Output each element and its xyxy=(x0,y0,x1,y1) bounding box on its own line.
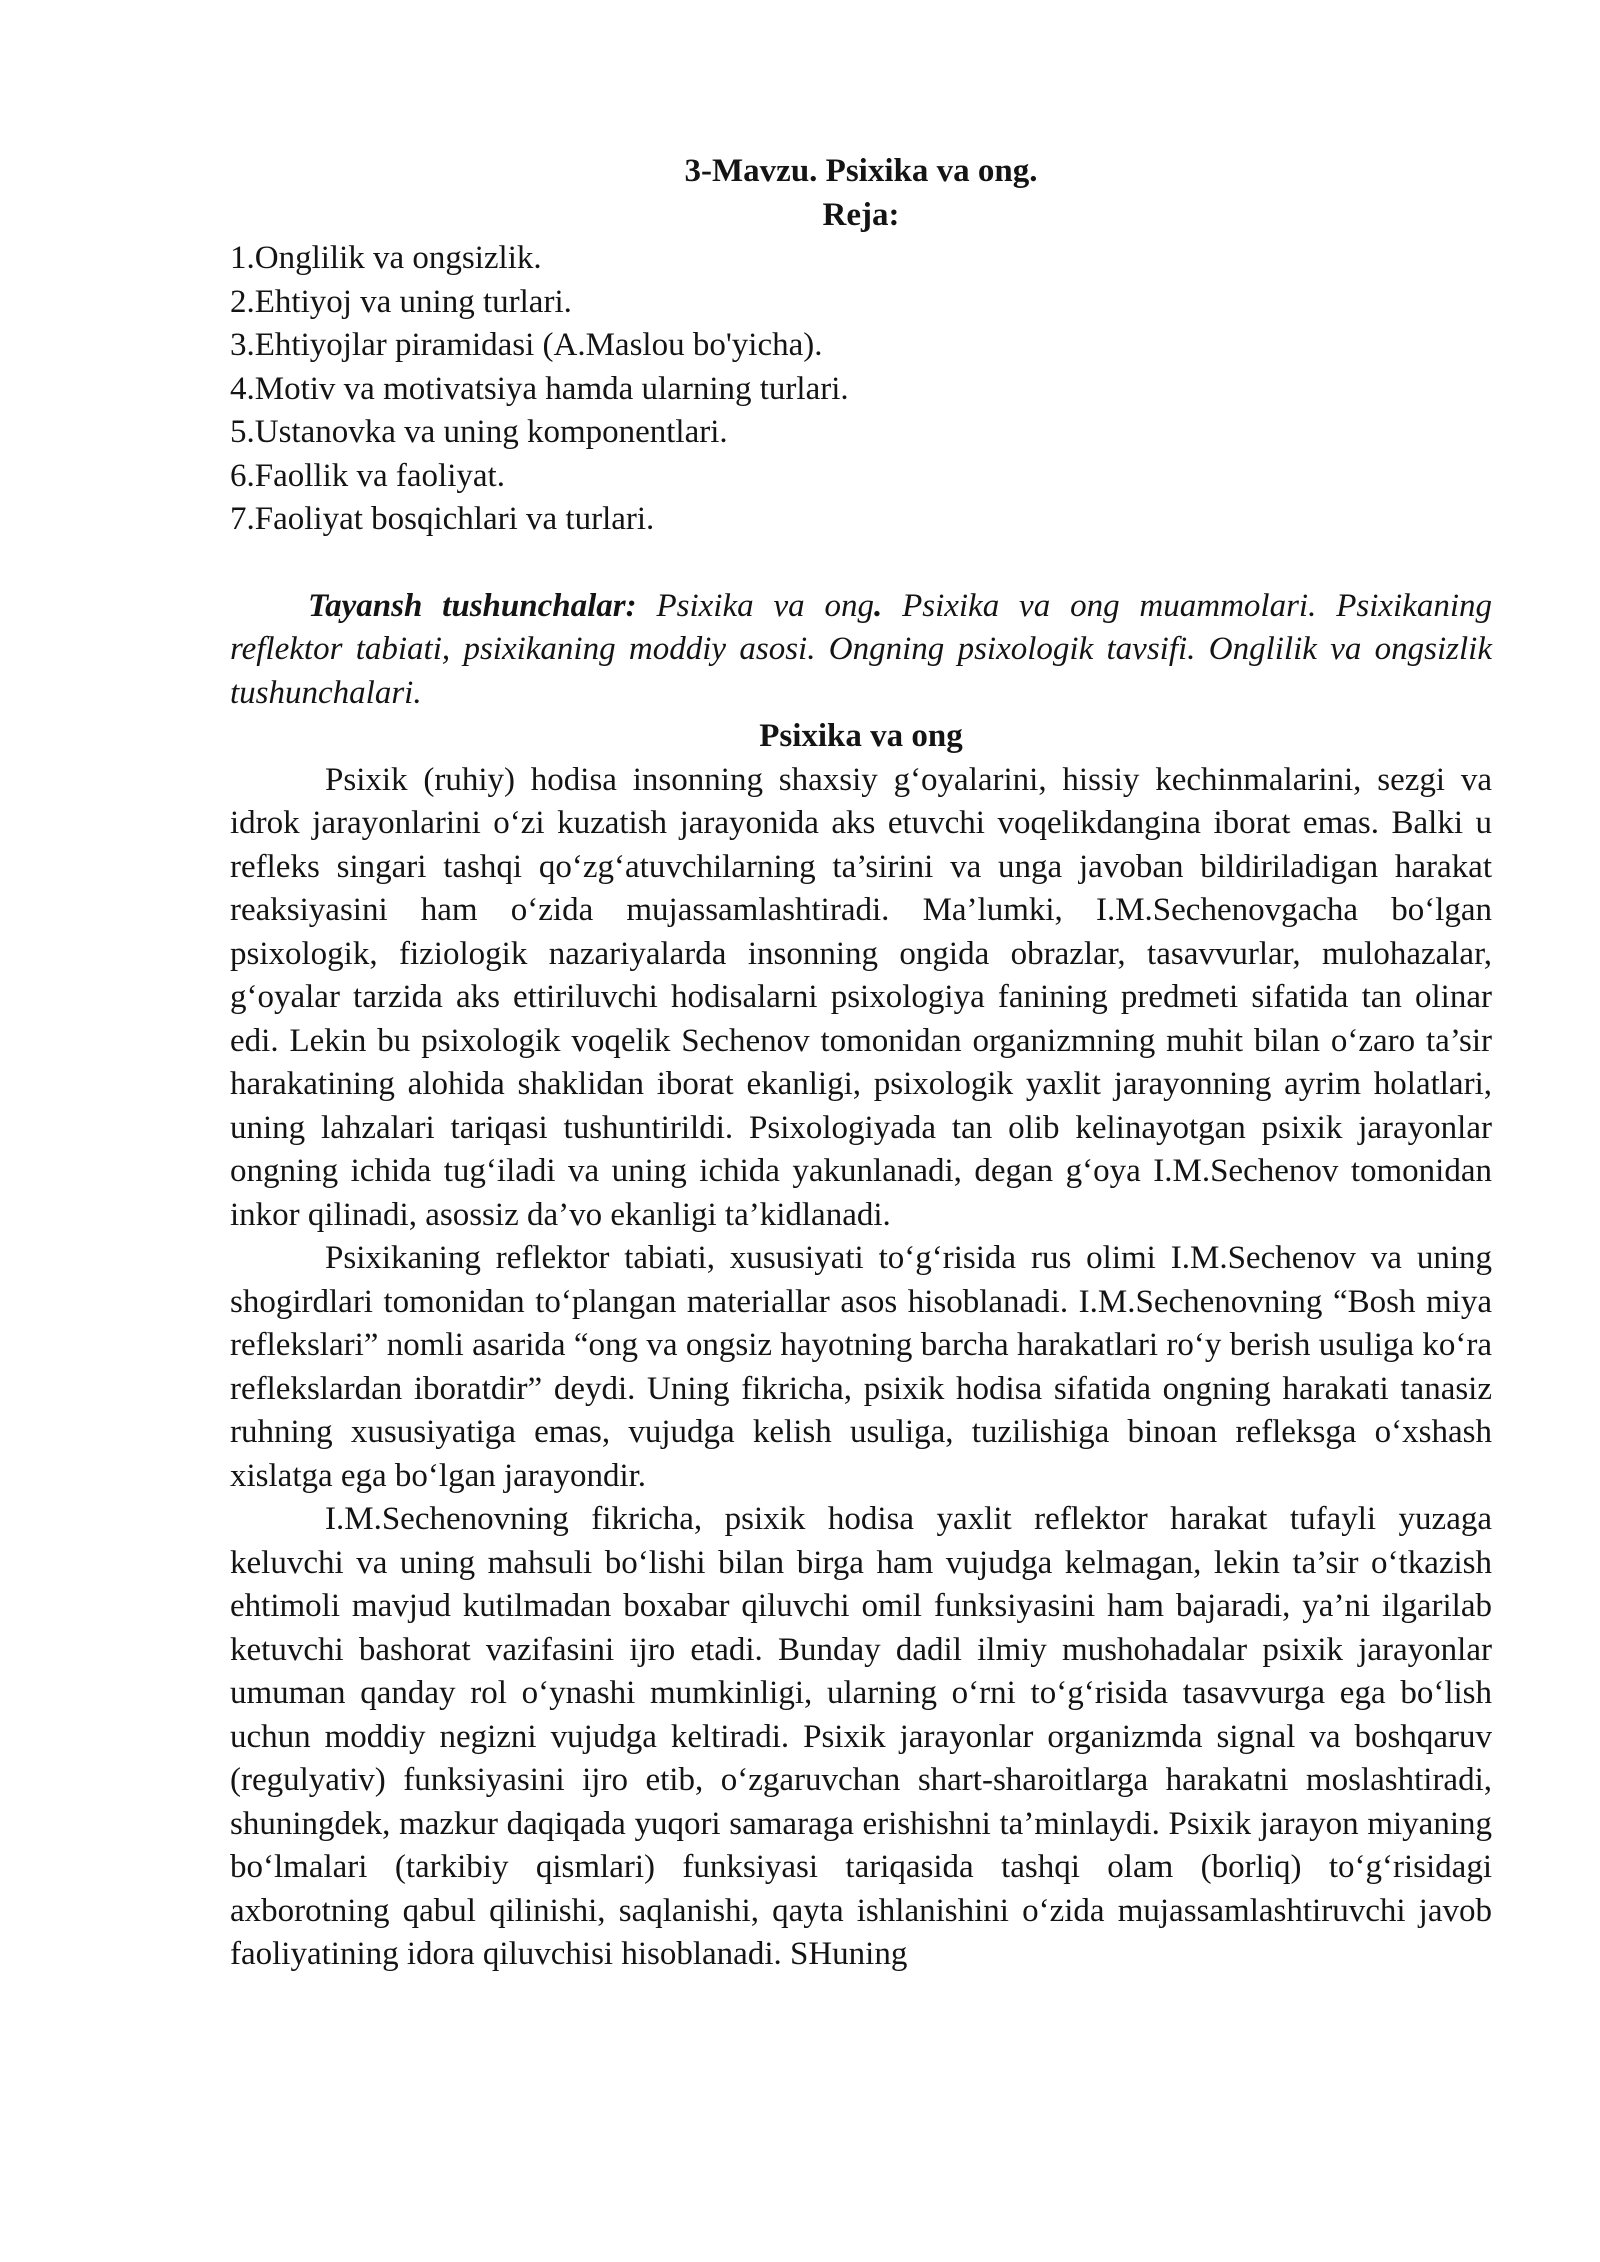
plan-item: 4.Motiv va motivatsiya hamda ularning turlari. xyxy=(230,370,849,407)
plan-item: 5.Ustanovka va uning komponentlari. xyxy=(230,414,728,450)
section-heading: Psixika va ong xyxy=(759,718,963,754)
plan-item: 1.Onglilik va ongsizlik. xyxy=(230,240,542,276)
body-paragraph: Psixik (ruhiy) hodisa insonning shaxsiy g‘oyalarini, hissiy kechinmalarini, sezgi va idrok jarayonlarini o‘zi kuzatish jarayonida aks etuvchi voqelikdangina iborat emas. Balki u refleks singari tashqi qo‘zg‘atuvchilarning ta’sirini va unga javoban bildiriladigan harakat reaksiyasini ham o‘zida mujassamlashtiradi. Ma’lumki, I.M.Sechenovgacha bo‘lgan psixologik, fiziologik nazariyalarda insonning ongida obrazlar, tasavvurlar, mulohazalar, g‘oyalar tarzida aks ettiriluvchi hodisalarni psixologiya fanining predmeti sifatida tan olinar edi. Lekin bu psixologik voqelik Sechenov tomonidan organizmning muhit bilan o‘zaro ta’sir harakatining alohida shaklidan iborat ekanligi, psixologik yaxlit jarayonning ayrim holatlari, uning lahzalari tariqasi tushuntirildi. Psixologiyada tan olib kelinayotgan psixik jarayonlar ongning ichida tug‘iladi va uning ichida yakunlanadi, degan g‘oya I.M.Sechenov tomonidan inkor qilinadi, asossiz da’vo ekanligi ta’kidlanadi. xyxy=(230,761,1492,1233)
plan-heading: Reja: xyxy=(822,196,900,233)
body-paragraph: Psixikaning reflektor tabiati, xususiyati to‘g‘risida rus olimi I.M.Sechenov va uning shogirdlari tomonidan to‘plangan materiallar asos hisoblanadi. I.M.Sechenovning “Bosh miya reflekslari” nomli asarida “ong va ongsiz hayotning barcha harakatlari ro‘y berish usuliga ko‘ra reflekslardan iboratdir” deydi. Uning fikricha, psixik hodisa sifatida ongning harakati tanasiz ruhning xususiyatiga emas, vujudga kelish usuliga, tuzilishiga binoan refleksga o‘xshash xislatga ega bo‘lgan jarayondir. xyxy=(230,1240,1492,1494)
key-terms-first: Psixika va ong xyxy=(636,587,874,624)
plan-list xyxy=(230,237,1492,542)
body-paragraph: I.M.Sechenovning fikricha, psixik hodisa yaxlit reflektor harakat tufayli yuzaga keluvchi va uning mahsuli bo‘lishi bilan birga ham vujudga kelmagan, lekin ta’sir o‘tkazish ehtimoli mavjud kutilmadan boxabar qiluvchi omil funksiyasini ham bajaradi, ya’ni ilgarilab ketuvchi bashorat vazifasini ijro etadi. Bunday dadil ilmiy mushohadalar psixik jarayonlar umuman qanday rol o‘ynashi mumkinligi, ularning o‘rni to‘g‘risida tasavvurga ega bo‘lish uchun moddiy negizni vujudga keltiradi. Psixik jarayonlar organizmda signal va boshqaruv (regulyativ) funksiyasini ijro etib, o‘zgaruvchan shart-sharoitlarga harakatni moslashtiradi, shuningdek, mazkur daqiqada yuqori samaraga erishishni ta’minlaydi. Psixik jarayon miyaning bo‘lmalari (tarkibiy qismlari) funksiyasi tariqasida tashqi olam (borliq) to‘g‘risidagi axborotning qabul qilinishi, saqlanishi, qayta ishlanishini o‘zida mujassamlashtiruvchi javob faoliyatining idora qiluvchisi hisoblanadi. SHuning xyxy=(230,1501,1492,1972)
key-terms-dot: . xyxy=(873,587,883,624)
key-terms-label: Tayansh tushunchalar: xyxy=(308,587,637,624)
document-title: 3-Mavzu. Psixika va ong. xyxy=(684,153,1038,189)
key-terms-paragraph xyxy=(230,585,1492,716)
document-page xyxy=(230,150,1492,1977)
blank-line xyxy=(230,542,1492,585)
plan-item: 2.Ehtiyoj va uning turlari. xyxy=(230,283,572,320)
plan-item: 7.Faoliyat bosqichlari va turlari. xyxy=(230,501,655,537)
plan-item: 6.Faollik va faoliyat. xyxy=(230,457,505,494)
plan-item: 3.Ehtiyojlar piramidasi (A.Maslou bo'yicha). xyxy=(230,327,823,363)
key-terms-rest: Psixika va ong muammolari. Psixikaning reflektor tabiati, psixikaning moddiy asosi. Ongning psixologik tavsifi. Onglilik va ongsizlik tushunchalari. xyxy=(230,587,1492,711)
